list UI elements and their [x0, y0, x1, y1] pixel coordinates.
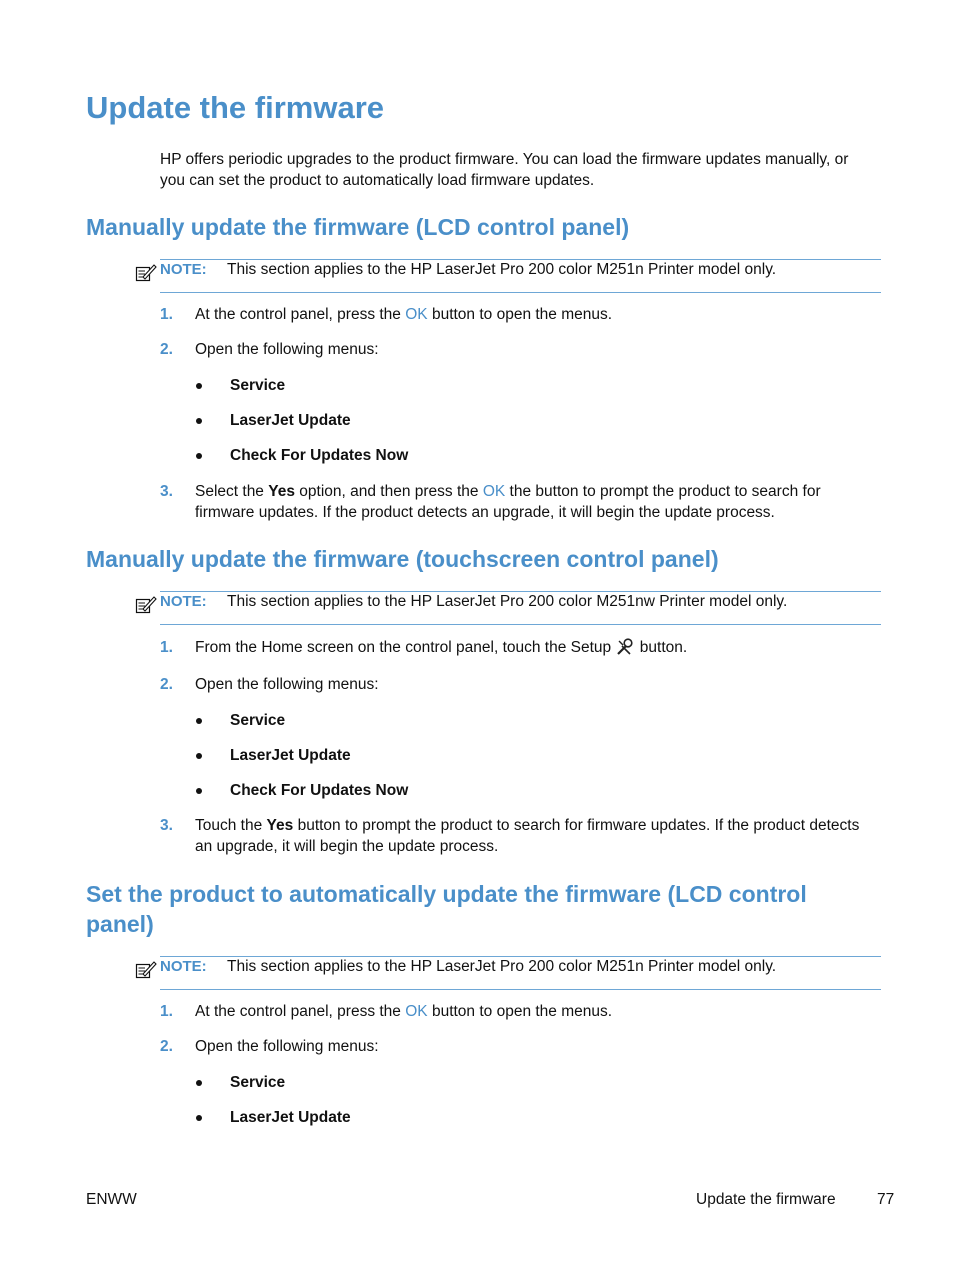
section-heading-touchscreen: Manually update the firmware (touchscreen control panel) [86, 546, 719, 572]
menu-item-label: LaserJet Update [230, 747, 351, 764]
step-text [195, 637, 875, 658]
bullet-dot [196, 453, 202, 459]
note-text: This section applies to the HP LaserJet Pro 200 color M251n Printer model only. [227, 958, 777, 975]
menu-item-label: Check For Updates Now [230, 782, 409, 799]
bullet-dot [196, 418, 202, 424]
heading-line: Set the product to automatically update the firmware (LCD control [86, 881, 807, 907]
step-text [195, 304, 875, 325]
step-number: 1. [160, 306, 173, 323]
menu-item-label: Service [230, 712, 286, 729]
step-text: Open the following menus: [195, 1038, 379, 1055]
step-number: 3. [160, 483, 173, 500]
note-pencil-icon [135, 262, 157, 282]
page-title: Update the firmware [86, 90, 385, 125]
section-heading-auto-update [86, 879, 807, 939]
step-text-part: option, and then press the [294, 483, 483, 500]
heading-line: panel) [86, 911, 154, 937]
step-text [195, 481, 875, 523]
step-text-part: At the control panel, press the [195, 1003, 406, 1020]
footer-section: Update the firmware [696, 1191, 836, 1208]
ok-button-ref: OK [405, 1003, 428, 1020]
menu-item-label: LaserJet Update [230, 1109, 351, 1126]
step-text-part: the button to prompt the product to search for firmware updates. If the product detects an upgrade, it will begin the update process. [195, 483, 821, 521]
ok-button-ref: OK [405, 306, 428, 323]
note-box [160, 591, 881, 625]
step-text [195, 1001, 875, 1022]
step-text: Open the following menus: [195, 676, 379, 693]
note-text: This section applies to the HP LaserJet Pro 200 color M251nw Printer model only. [227, 593, 788, 610]
step-number: 1. [160, 639, 173, 656]
step-text-part: button to prompt the product to search for firmware updates. If the product detects an upgrade, it will begin the update process. [195, 817, 860, 855]
step-text-part: Select the [195, 483, 269, 500]
menu-item-label: Service [230, 377, 286, 394]
ok-button-ref: OK [482, 483, 506, 500]
yes-option-ref: Yes [268, 483, 295, 500]
bullet-dot [196, 1080, 202, 1086]
step-number: 1. [160, 1003, 173, 1020]
step-number: 2. [160, 676, 173, 693]
step-text-part: At the control panel, press the [195, 306, 406, 323]
step-text: Open the following menus: [195, 341, 379, 358]
step-text-part: button to open the menus. [427, 1003, 613, 1020]
footer-left: ENWW [86, 1191, 137, 1208]
page-number: 77 [877, 1191, 895, 1208]
step-number: 2. [160, 341, 173, 358]
intro-paragraph: HP offers periodic upgrades to the product firmware. You can load the firmware updates manually, or you can set the product to automatically load firmware updates. [160, 151, 849, 189]
step-text-part: Touch the [195, 817, 267, 834]
setup-wrench-icon [615, 637, 635, 657]
note-label: NOTE: [160, 261, 207, 278]
yes-button-ref: Yes [266, 817, 294, 834]
note-label: NOTE: [160, 958, 207, 975]
menu-item-label: Check For Updates Now [230, 447, 409, 464]
step-text [195, 815, 875, 857]
menu-item-label: Service [230, 1074, 286, 1091]
step-text-part: button. [635, 639, 688, 656]
note-box [160, 259, 881, 293]
menu-item-label: LaserJet Update [230, 412, 351, 429]
note-text: This section applies to the HP LaserJet Pro 200 color M251n Printer model only. [227, 261, 777, 278]
note-label: NOTE: [160, 593, 207, 610]
bullet-dot [196, 1115, 202, 1121]
section-heading-lcd: Manually update the firmware (LCD control panel) [86, 214, 630, 240]
step-text-part: From the Home screen on the control panel, touch the Setup [195, 639, 616, 656]
step-text-part: button to open the menus. [427, 306, 613, 323]
step-number: 2. [160, 1038, 173, 1055]
note-pencil-icon [135, 959, 157, 979]
bullet-dot [196, 788, 202, 794]
note-box [160, 956, 881, 990]
bullet-dot [196, 753, 202, 759]
bullet-dot [196, 383, 202, 389]
step-number: 3. [160, 817, 173, 834]
bullet-dot [196, 718, 202, 724]
note-pencil-icon [135, 594, 157, 614]
